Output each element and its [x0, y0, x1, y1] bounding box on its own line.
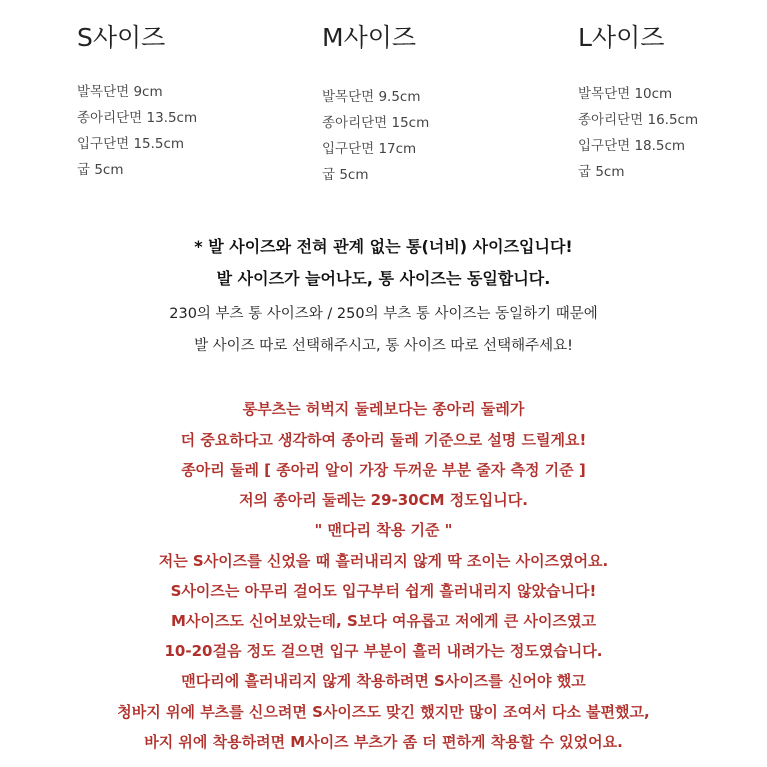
notice-heading-line: * 발 사이즈와 전혀 관계 없는 통(너비) 사이즈입니다! — [194, 237, 573, 256]
spec-ankle: 발목단면 9.5cm — [322, 89, 421, 105]
size-title: S사이즈 — [77, 23, 166, 52]
spec-opening: 입구단면 18.5cm — [578, 138, 686, 154]
spec-opening: 입구단면 17cm — [322, 141, 417, 157]
fit-note-line: 저의 종아리 둘레는 29-30CM 정도입니다. — [239, 491, 528, 509]
fit-note-line: 더 중요하다고 생각하여 종아리 둘레 기준으로 설명 드릴게요! — [180, 431, 587, 449]
spec-ankle: 발목단면 10cm — [578, 86, 673, 102]
notice-text-line: 230의 부츠 통 사이즈와 / 250의 부츠 통 사이즈는 동일하기 때문에 — [169, 306, 598, 322]
notice-text-line: 발 사이즈 따로 선택해주시고, 통 사이즈 따로 선택해주세요! — [194, 338, 573, 354]
spec-opening: 입구단면 15.5cm — [77, 136, 185, 152]
fit-note-line: 롱부츠는 허벅지 둘레보다는 종아리 둘레가 — [242, 400, 525, 418]
fit-note-line: 저는 S사이즈를 신었을 때 흘러내리지 않게 딱 조이는 사이즈였어요. — [158, 552, 609, 570]
spec-calf: 종아리단면 13.5cm — [77, 110, 198, 126]
fit-note-line: 종아리 둘레 [ 종아리 알이 가장 두꺼운 부분 줄자 측정 기준 ] — [181, 461, 586, 479]
size-title: M사이즈 — [322, 23, 417, 52]
spec-heel: 굽 5cm — [322, 167, 369, 183]
fit-note-line: 맨다리에 흘러내리지 않게 착용하려면 S사이즈를 신어야 했고 — [181, 672, 586, 690]
fit-note-line: M사이즈도 신어보았는데, S보다 여유롭고 저에게 큰 사이즈였고 — [170, 612, 596, 630]
fit-note-line: 바지 위에 착용하려면 M사이즈 부츠가 좀 더 편하게 착용할 수 있었어요. — [144, 733, 623, 751]
fit-note-line: S사이즈는 아무리 걸어도 입구부터 쉽게 흘러내리지 않았습니다! — [170, 582, 597, 600]
spec-calf: 종아리단면 15cm — [322, 115, 430, 131]
spec-heel: 굽 5cm — [77, 162, 124, 178]
fit-note-line: 10-20걸음 정도 걸으면 입구 부분이 흘러 내려가는 정도였습니다. — [164, 642, 603, 660]
spec-heel: 굽 5cm — [578, 164, 625, 180]
fit-note-line: 청바지 위에 부츠를 신으려면 S사이즈도 맞긴 했지만 많이 조여서 다소 불편했고, — [117, 703, 650, 721]
spec-calf: 종아리단면 16.5cm — [578, 112, 699, 128]
notice-heading-line: 발 사이즈가 늘어나도, 통 사이즈는 동일합니다. — [216, 269, 551, 288]
size-title: L사이즈 — [578, 23, 665, 52]
fit-note-line: " 맨다리 착용 기준 " — [314, 521, 453, 539]
spec-ankle: 발목단면 9cm — [77, 84, 163, 100]
